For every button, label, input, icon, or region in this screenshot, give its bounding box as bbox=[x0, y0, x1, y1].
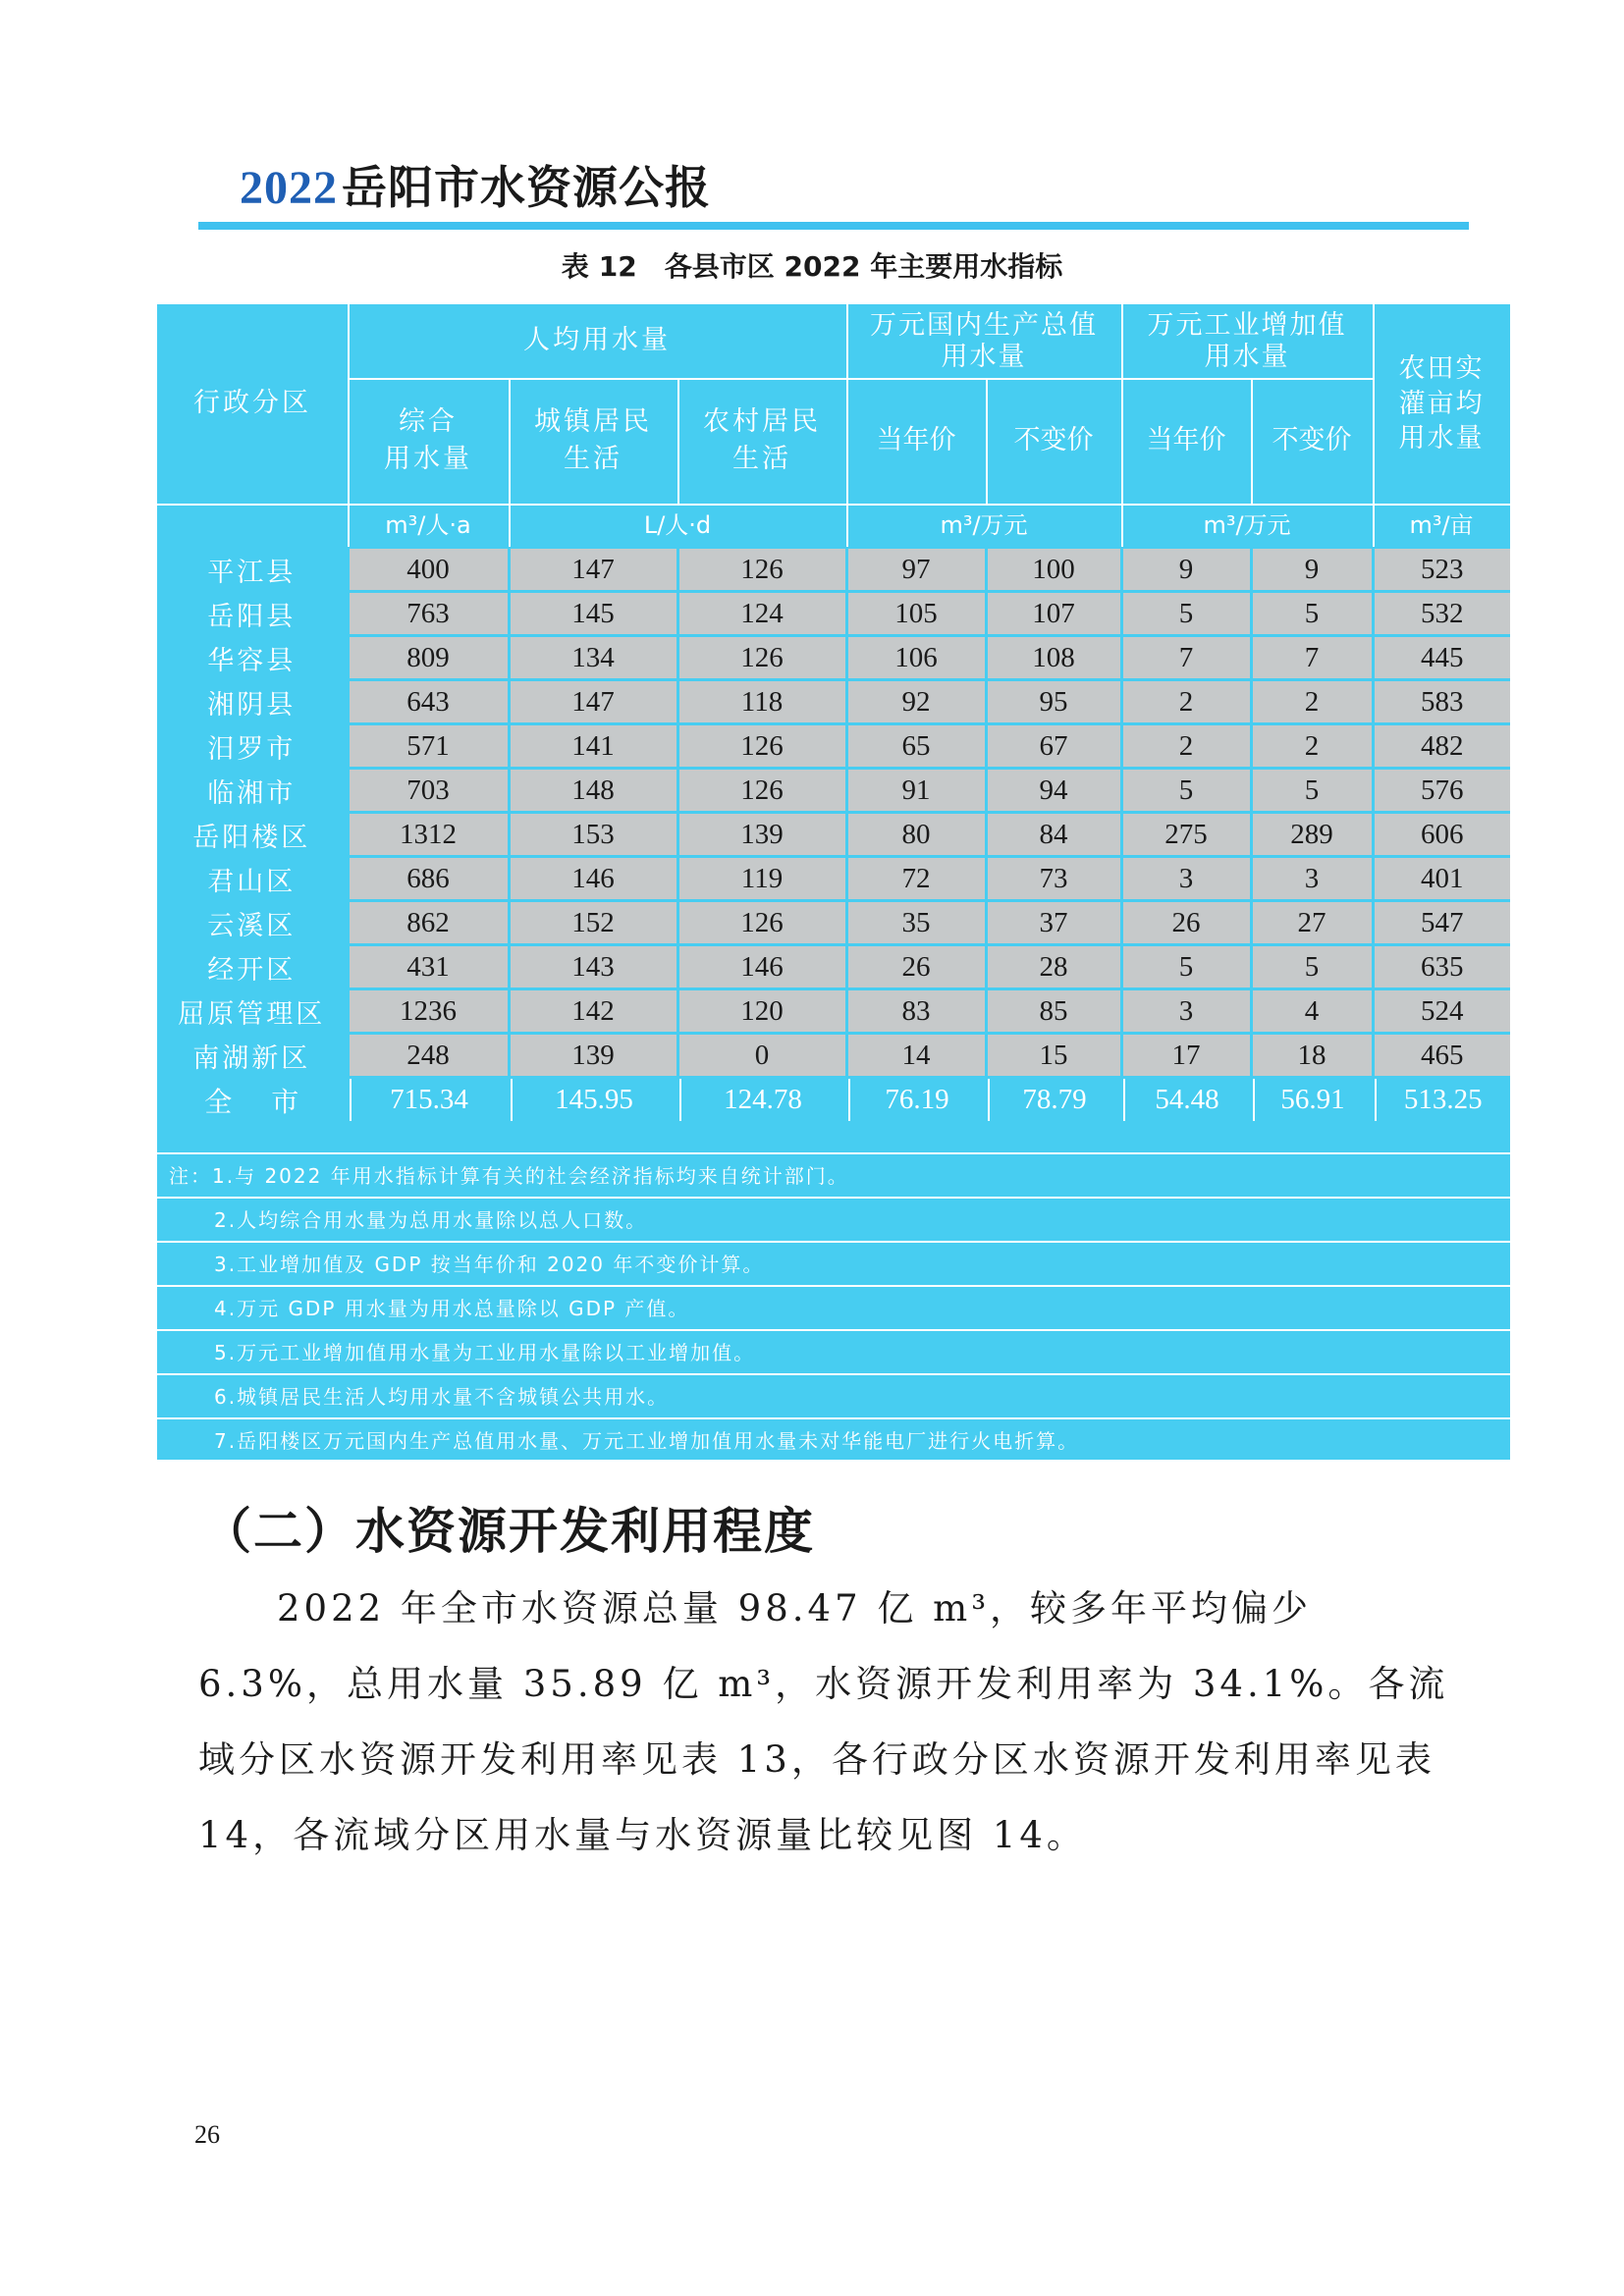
total-cell: 513.25 bbox=[1375, 1079, 1511, 1121]
table-grid-line bbox=[986, 378, 988, 504]
district-name: 湘阴县 bbox=[157, 681, 347, 722]
table-cell: 763 bbox=[350, 593, 508, 634]
table-cell: 141 bbox=[511, 725, 677, 767]
table-cell: 606 bbox=[1375, 814, 1511, 855]
total-cell: 54.48 bbox=[1123, 1079, 1250, 1121]
table-cell: 2 bbox=[1253, 681, 1372, 722]
table-cell: 100 bbox=[988, 549, 1120, 590]
header-district: 行政分区 bbox=[193, 388, 311, 419]
district-name: 经开区 bbox=[157, 946, 347, 988]
table-cell: 400 bbox=[350, 549, 508, 590]
table-cell: 18 bbox=[1253, 1035, 1372, 1076]
table-cell: 145 bbox=[511, 593, 677, 634]
header-gdp-constant: 不变价 bbox=[1013, 424, 1094, 455]
table-cell: 583 bbox=[1375, 681, 1511, 722]
table-cell: 3 bbox=[1253, 858, 1372, 899]
table-cell: 5 bbox=[1253, 770, 1372, 811]
unit-industry: m³/万元 bbox=[1203, 510, 1291, 539]
table-cell: 14 bbox=[848, 1035, 985, 1076]
district-name: 平江县 bbox=[157, 549, 347, 590]
table-cell: 95 bbox=[988, 681, 1120, 722]
table-cell: 146 bbox=[679, 946, 845, 988]
table-cell: 83 bbox=[848, 990, 985, 1032]
table-caption-text: 各县市区 2022 年主要用水指标 bbox=[664, 250, 1063, 283]
table-cell: 37 bbox=[988, 902, 1120, 943]
table-grid-line bbox=[1373, 304, 1375, 547]
district-name: 云溪区 bbox=[157, 902, 347, 943]
table-cell: 139 bbox=[511, 1035, 677, 1076]
table-cell: 3 bbox=[1123, 858, 1250, 899]
table-cell: 147 bbox=[511, 549, 677, 590]
table-cell: 862 bbox=[350, 902, 508, 943]
table-cell: 809 bbox=[350, 637, 508, 678]
table-cell: 703 bbox=[350, 770, 508, 811]
total-cell: 145.95 bbox=[511, 1079, 677, 1121]
table-cell: 147 bbox=[511, 681, 677, 722]
table-grid-line bbox=[1121, 304, 1123, 547]
table-grid-line bbox=[348, 304, 350, 547]
table-cell: 97 bbox=[848, 549, 985, 590]
table-note: 6.城镇居民生活人均用水量不含城镇公共用水。 bbox=[157, 1373, 1510, 1415]
table-cell: 635 bbox=[1375, 946, 1511, 988]
table-cell: 9 bbox=[1123, 549, 1250, 590]
table-cell: 92 bbox=[848, 681, 985, 722]
table-cell: 5 bbox=[1253, 593, 1372, 634]
table-cell: 126 bbox=[679, 637, 845, 678]
table-grid-line bbox=[509, 378, 511, 547]
header-per-capita-group: 人均用水量 bbox=[523, 325, 671, 356]
table-caption bbox=[0, 245, 1624, 285]
table-cell: 148 bbox=[511, 770, 677, 811]
table-note: 4.万元 GDP 用水量为用水总量除以 GDP 产值。 bbox=[157, 1285, 1510, 1327]
table-caption-label: 表 bbox=[561, 250, 589, 283]
table-cell: 94 bbox=[988, 770, 1120, 811]
table-cell: 28 bbox=[988, 946, 1120, 988]
publication-title bbox=[240, 152, 711, 217]
table-note: 2.人均综合用水量为总用水量除以总人口数。 bbox=[157, 1197, 1510, 1239]
table-cell: 142 bbox=[511, 990, 677, 1032]
table-cell: 27 bbox=[1253, 902, 1372, 943]
table-caption-number: 12 bbox=[598, 250, 637, 283]
table-cell: 2 bbox=[1123, 681, 1250, 722]
table-cell: 15 bbox=[988, 1035, 1120, 1076]
table-cell: 126 bbox=[679, 770, 845, 811]
district-name: 岳阳县 bbox=[157, 593, 347, 634]
table-cell: 35 bbox=[848, 902, 985, 943]
table-cell: 120 bbox=[679, 990, 845, 1032]
header-urban: 城镇居民 生活 bbox=[534, 405, 652, 474]
district-name: 华容县 bbox=[157, 637, 347, 678]
table-grid-line bbox=[677, 378, 679, 504]
table-cell: 126 bbox=[679, 549, 845, 590]
table-cell: 106 bbox=[848, 637, 985, 678]
table-cell: 80 bbox=[848, 814, 985, 855]
district-name: 临湘市 bbox=[157, 770, 347, 811]
table-cell: 465 bbox=[1375, 1035, 1511, 1076]
table-cell: 0 bbox=[679, 1035, 845, 1076]
table-cell: 275 bbox=[1123, 814, 1250, 855]
table-note: 3.工业增加值及 GDP 按当年价和 2020 年不变价计算。 bbox=[157, 1241, 1510, 1283]
table-cell: 248 bbox=[350, 1035, 508, 1076]
district-name: 岳阳楼区 bbox=[157, 814, 347, 855]
unit-irrigation: m³/亩 bbox=[1409, 510, 1474, 539]
total-cell: 56.91 bbox=[1253, 1079, 1372, 1121]
table-cell: 7 bbox=[1253, 637, 1372, 678]
header-ind-constant: 不变价 bbox=[1272, 424, 1352, 455]
table-cell: 571 bbox=[350, 725, 508, 767]
table-cell: 643 bbox=[350, 681, 508, 722]
table-cell: 146 bbox=[511, 858, 677, 899]
table-cell: 5 bbox=[1123, 593, 1250, 634]
table-cell: 139 bbox=[679, 814, 845, 855]
table-cell: 17 bbox=[1123, 1035, 1250, 1076]
table-cell: 576 bbox=[1375, 770, 1511, 811]
table-cell: 5 bbox=[1123, 770, 1250, 811]
table-grid-line bbox=[846, 304, 848, 547]
table-cell: 119 bbox=[679, 858, 845, 899]
header-rule bbox=[198, 222, 1469, 230]
table-cell: 124 bbox=[679, 593, 845, 634]
table-cell: 524 bbox=[1375, 990, 1511, 1032]
unit-daily: L/人·d bbox=[643, 510, 712, 539]
page-number: 26 bbox=[194, 2120, 220, 2149]
publication-year: 2022 bbox=[240, 162, 338, 214]
table-cell: 84 bbox=[988, 814, 1120, 855]
table-note: 7.岳阳楼区万元国内生产总值用水量、万元工业增加值用水量未对华能电厂进行火电折算。 bbox=[157, 1417, 1510, 1460]
table-grid-line bbox=[157, 504, 1510, 506]
table-cell: 152 bbox=[511, 902, 677, 943]
table-cell: 143 bbox=[511, 946, 677, 988]
unit-gdp: m³/万元 bbox=[940, 510, 1028, 539]
table-cell: 547 bbox=[1375, 902, 1511, 943]
unit-comprehensive: m³/人·a bbox=[385, 510, 471, 539]
table-cell: 9 bbox=[1253, 549, 1372, 590]
table-cell: 5 bbox=[1123, 946, 1250, 988]
table-cell: 153 bbox=[511, 814, 677, 855]
table-cell: 67 bbox=[988, 725, 1120, 767]
table-cell: 118 bbox=[679, 681, 845, 722]
table-cell: 85 bbox=[988, 990, 1120, 1032]
table-cell: 482 bbox=[1375, 725, 1511, 767]
table-cell: 5 bbox=[1253, 946, 1372, 988]
table-cell: 401 bbox=[1375, 858, 1511, 899]
table-cell: 2 bbox=[1253, 725, 1372, 767]
table-cell: 126 bbox=[679, 902, 845, 943]
table-cell: 126 bbox=[679, 725, 845, 767]
header-rural: 农村居民 生活 bbox=[703, 405, 821, 474]
table-cell: 2 bbox=[1123, 725, 1250, 767]
table-cell: 91 bbox=[848, 770, 985, 811]
table-cell: 26 bbox=[1123, 902, 1250, 943]
table-cell: 445 bbox=[1375, 637, 1511, 678]
table-cell: 1312 bbox=[350, 814, 508, 855]
district-name: 南湖新区 bbox=[157, 1035, 347, 1076]
header-gdp-current: 当年价 bbox=[876, 424, 956, 455]
district-name: 屈原管理区 bbox=[157, 990, 347, 1032]
table-cell: 4 bbox=[1253, 990, 1372, 1032]
table-cell: 289 bbox=[1253, 814, 1372, 855]
header-industry-group: 万元工业增加值 用水量 bbox=[1147, 310, 1347, 372]
table-cell: 431 bbox=[350, 946, 508, 988]
table-cell: 26 bbox=[848, 946, 985, 988]
header-gdp-group: 万元国内生产总值 用水量 bbox=[870, 310, 1098, 372]
total-cell: 715.34 bbox=[350, 1079, 508, 1121]
table-cell: 65 bbox=[848, 725, 985, 767]
total-cell: 78.79 bbox=[988, 1079, 1120, 1121]
header-ind-current: 当年价 bbox=[1146, 424, 1226, 455]
table-cell: 108 bbox=[988, 637, 1120, 678]
table-cell: 7 bbox=[1123, 637, 1250, 678]
table-cell: 532 bbox=[1375, 593, 1511, 634]
header-comprehensive: 综合 用水量 bbox=[384, 405, 472, 474]
table-note: 注：1.与 2022 年用水指标计算有关的社会经济指标均来自统计部门。 bbox=[157, 1152, 1510, 1195]
table-cell: 134 bbox=[511, 637, 677, 678]
header-irrigation: 农田实 灌亩均 用水量 bbox=[1398, 353, 1485, 454]
district-name: 君山区 bbox=[157, 858, 347, 899]
table-note: 5.万元工业增加值用水量为工业用水量除以工业增加值。 bbox=[157, 1329, 1510, 1371]
table-grid-line bbox=[348, 378, 1373, 380]
table-cell: 1236 bbox=[350, 990, 508, 1032]
publication-name: 岳阳市水资源公报 bbox=[342, 161, 711, 214]
table-cell: 686 bbox=[350, 858, 508, 899]
total-cell: 124.78 bbox=[679, 1079, 845, 1121]
total-row-label: 全市 bbox=[157, 1079, 347, 1121]
body-paragraph: 2022 年全市水资源总量 98.47 亿 m³，较多年平均偏少 6.3%，总用水量 35.89 亿 m³，水资源开发利用率为 34.1%。各流域分区水资源开发利用率见表 13，各行政分区水资源开发利用率见表 14，各流域分区用水量与水资源量比较见图 14。 bbox=[198, 1587, 1449, 1856]
table-grid-line bbox=[1251, 378, 1253, 504]
table-cell: 105 bbox=[848, 593, 985, 634]
table-cell: 73 bbox=[988, 858, 1120, 899]
table-cell: 107 bbox=[988, 593, 1120, 634]
section-heading: （二）水资源开发利用程度 bbox=[202, 1503, 815, 1560]
total-cell: 76.19 bbox=[848, 1079, 985, 1121]
table-cell: 72 bbox=[848, 858, 985, 899]
table-cell: 523 bbox=[1375, 549, 1511, 590]
table-cell: 3 bbox=[1123, 990, 1250, 1032]
district-name: 汨罗市 bbox=[157, 725, 347, 767]
